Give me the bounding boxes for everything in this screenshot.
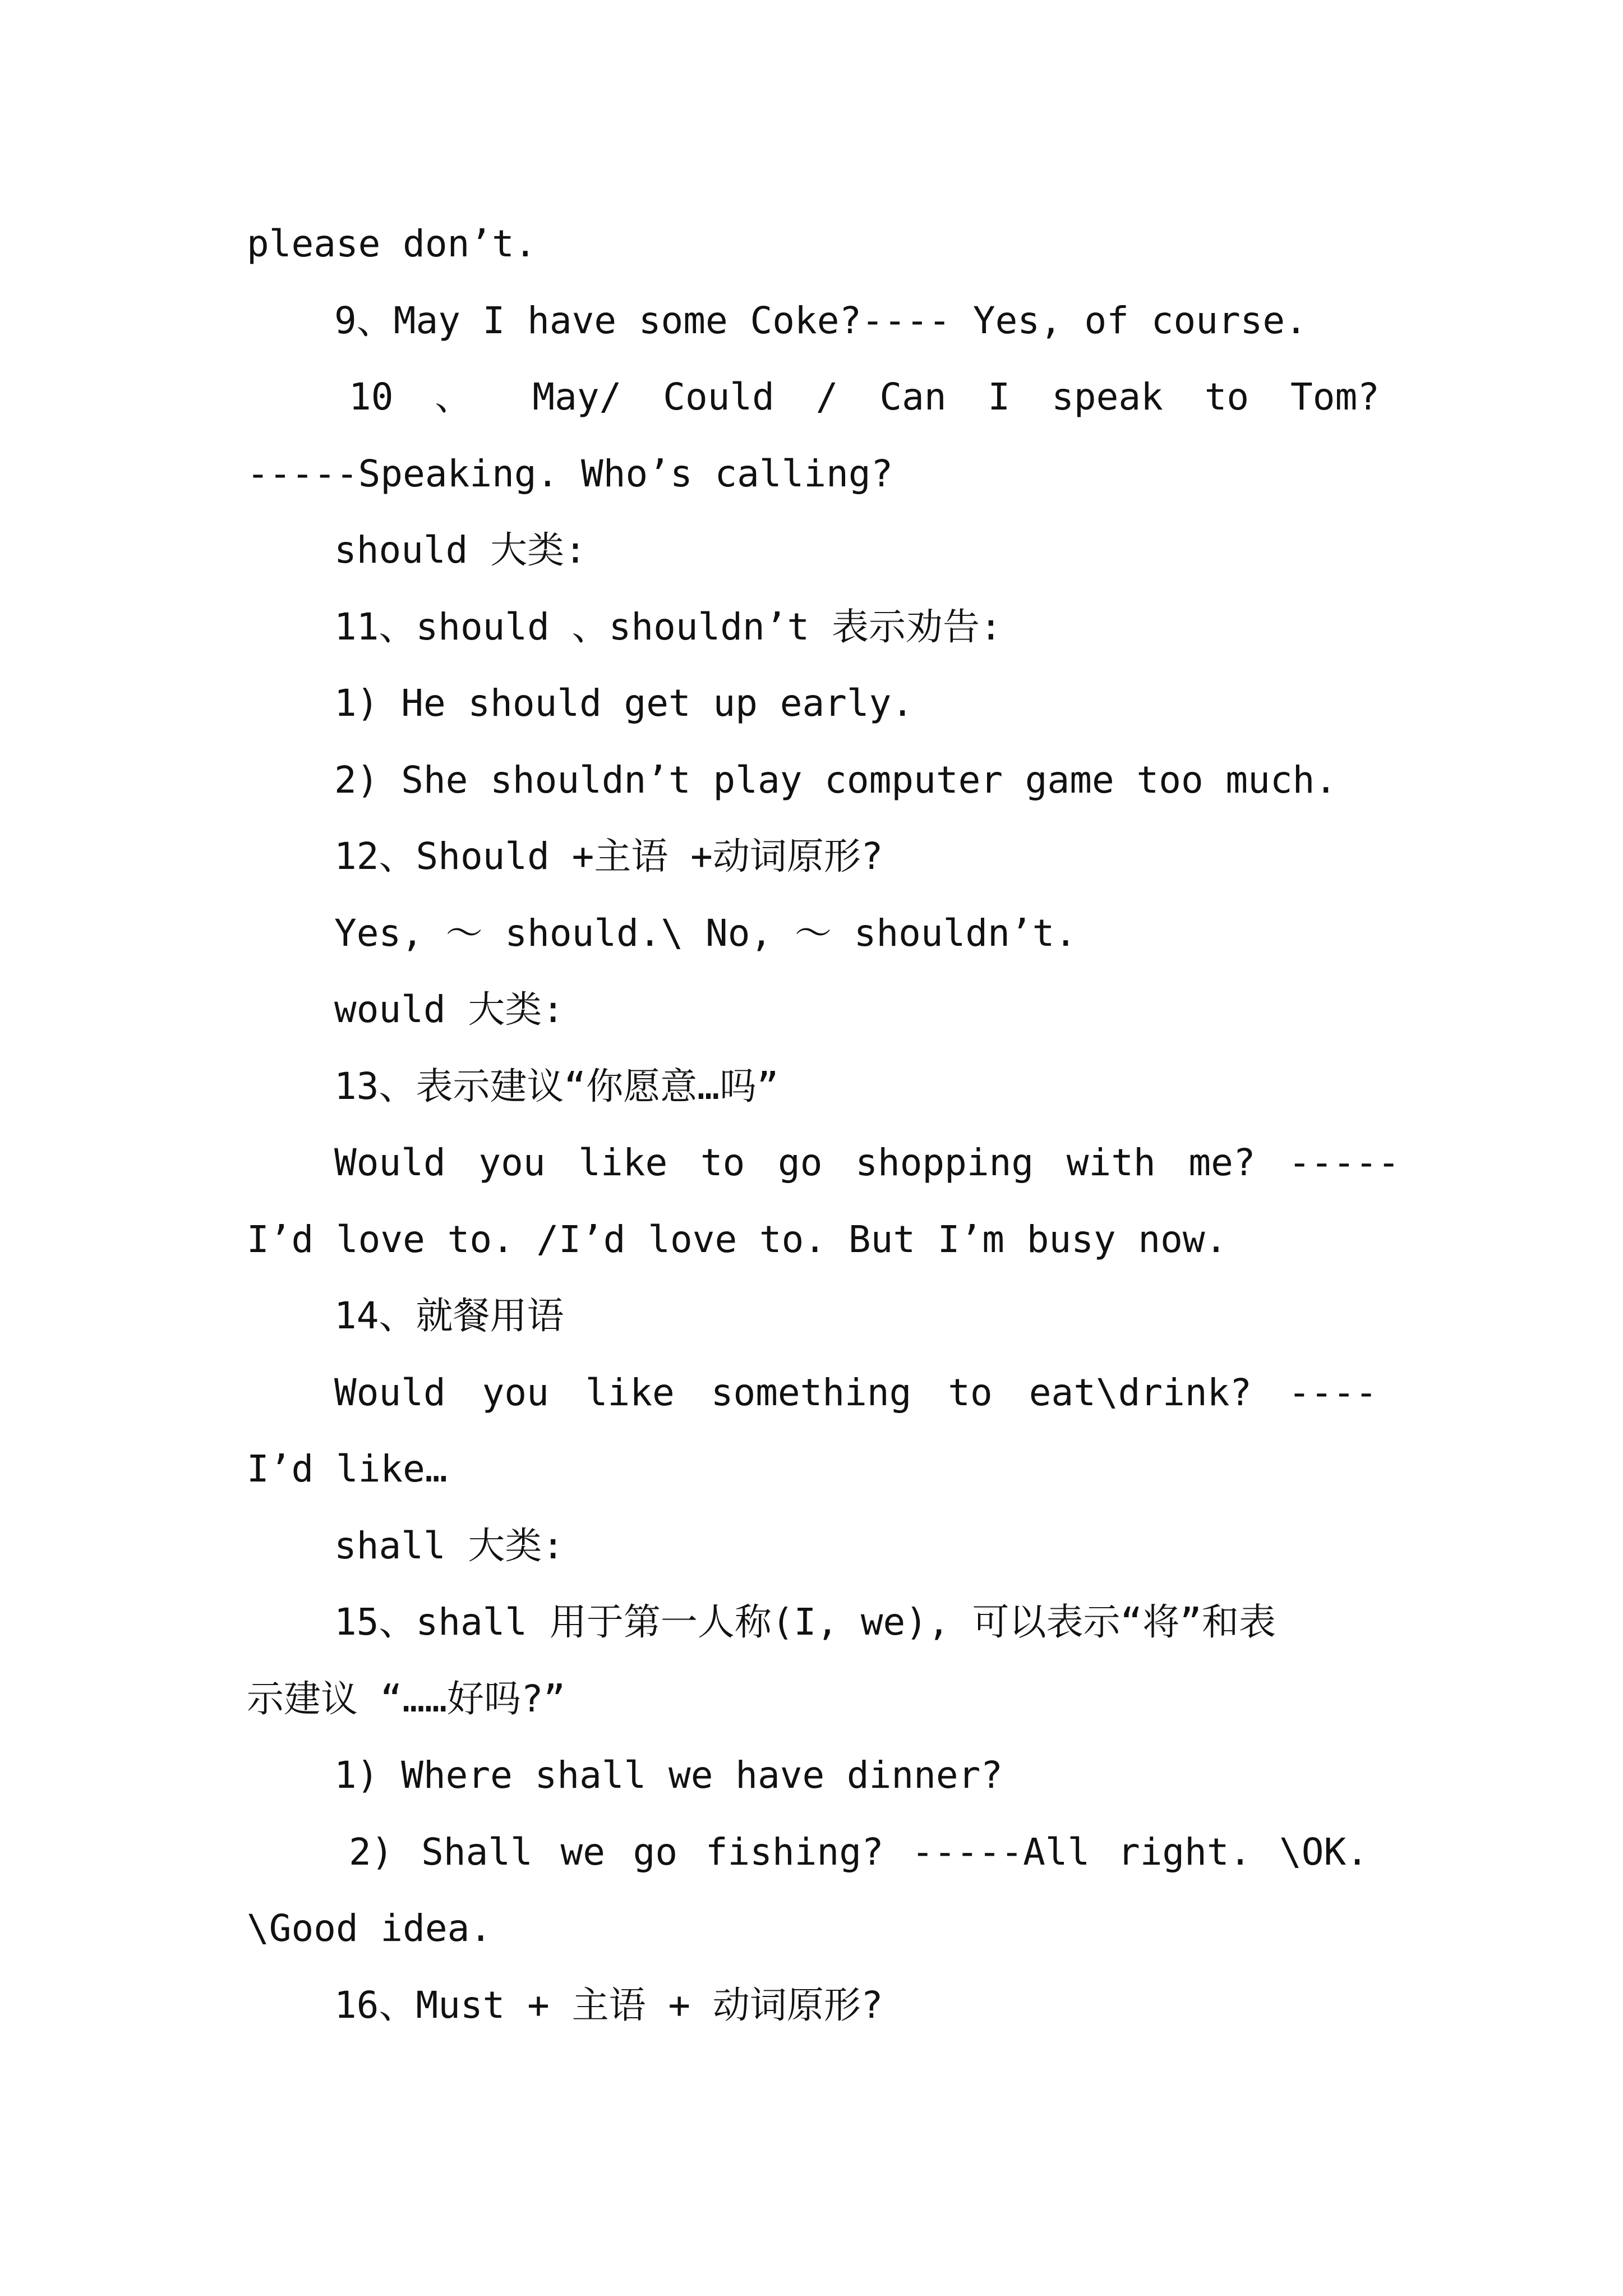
text-line-22: 2) Shall we go fishing? -----All right. \OK. <box>349 1830 1368 1874</box>
text-line-8: 2) She shouldn’t play computer game too much. <box>334 758 1338 802</box>
text-line-24: 16、Must + 主语 + 动词原形? <box>334 1984 883 2027</box>
text-line-15: 14、就餐用语 <box>334 1294 564 1337</box>
text-line-11: would 大类: <box>334 988 565 1031</box>
text-line-6: 11、should 、shouldn’t 表示劝告: <box>334 605 1002 648</box>
text-line-23: \Good idea. <box>247 1907 492 1950</box>
text-line-18: shall 大类: <box>334 1524 565 1567</box>
text-line-13: Would you like to go shopping with me? ----- <box>334 1141 1400 1184</box>
text-line-12: 13、表示建议“你愿意…吗” <box>334 1065 779 1108</box>
text-line-2: 9、May I have some Coke?---- Yes, of course. <box>334 299 1307 342</box>
text-line-4: -----Speaking. Who’s calling? <box>247 452 893 495</box>
text-line-5: should 大类: <box>334 528 587 572</box>
text-line-16: Would you like something to eat\drink? ---- <box>334 1371 1377 1414</box>
text-line-9: 12、Should +主语 +动词原形? <box>334 835 883 878</box>
text-line-1: please don’t. <box>247 222 537 265</box>
text-line-14: I’d love to. /I’d love to. But I’m busy now. <box>247 1218 1228 1261</box>
text-line-10: Yes, ～ should.\ No, ～ shouldn’t. <box>334 912 1077 955</box>
text-line-20: 示建议 “……好吗?” <box>247 1677 566 1720</box>
text-line-17: I’d like… <box>247 1447 448 1490</box>
text-line-7: 1) He should get up early. <box>334 682 914 725</box>
text-line-21: 1) Where shall we have dinner? <box>334 1754 1003 1797</box>
text-line-19: 15、shall 用于第一人称(I, we), 可以表示“将”和表 <box>334 1600 1276 1644</box>
text-line-3: 10 、 May/ Could / Can I speak to Tom? <box>349 375 1380 418</box>
